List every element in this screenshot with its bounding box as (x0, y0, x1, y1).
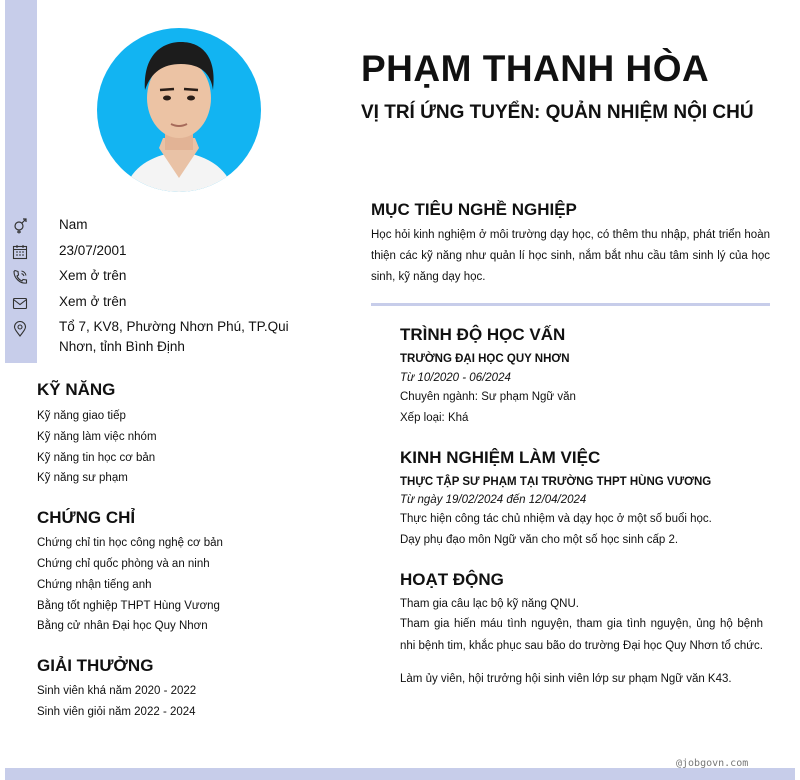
awards-title: GIẢI THƯỞNG (37, 656, 154, 675)
gender-value: Nam (59, 217, 88, 232)
education-title: TRÌNH ĐỘ HỌC VẤN (400, 325, 566, 344)
award-item: Sinh viên giỏi năm 2022 - 2024 (37, 706, 196, 718)
gender-icon (12, 218, 28, 234)
portrait-illustration (97, 28, 261, 192)
objective-title: MỤC TIÊU NGHỀ NGHIỆP (371, 200, 577, 219)
phone-value: Xem ở trên (59, 268, 127, 283)
certificate-item: Chứng nhận tiếng anh (37, 579, 152, 591)
address-value: Tổ 7, KV8, Phường Nhơn Phú, TP.Qui Nhơn, tỉnh Bình Định (59, 319, 289, 354)
activity-item: Tham gia hiến máu tình nguyện, tham gia tình nguyện, ủng hộ bệnh nhi bệnh tim, khắc phục sau bão do trường Đại học Quy Nhơn tổ chức. (400, 618, 763, 652)
activities-title: HOẠT ĐỘNG (400, 570, 504, 589)
education-school: TRƯỜNG ĐẠI HỌC QUY NHƠN (400, 353, 570, 365)
experience-duty: Thực hiện công tác chủ nhiệm và dạy học ở một số buổi học. (400, 513, 712, 525)
experience-role: THỰC TẬP SƯ PHẠM TẠI TRƯỜNG THPT HÙNG VƯƠNG (400, 476, 712, 488)
activity-item: Làm ủy viên, hội trưởng hội sinh viên lớp sư phạm Ngữ văn K43. (400, 673, 732, 685)
email-value: Xem ở trên (59, 294, 127, 309)
dob-value: 23/07/2001 (59, 243, 127, 258)
education-major: Chuyên ngành: Sư phạm Ngữ văn (400, 391, 576, 403)
skill-item: Kỹ năng giao tiếp (37, 410, 126, 422)
phone-icon (12, 269, 28, 285)
watermark: @jobgovn.com (676, 758, 749, 769)
experience-title: KINH NGHIỆM LÀM VIỆC (400, 448, 601, 467)
candidate-name: PHẠM THANH HÒA (361, 48, 710, 89)
award-item: Sinh viên khá năm 2020 - 2022 (37, 685, 197, 697)
applied-position: VỊ TRÍ ỨNG TUYỂN: QUẢN NHIỆM NỘI CHÚ (361, 102, 754, 123)
section-divider (371, 303, 770, 306)
experience-period: Từ ngày 19/02/2024 đến 12/04/2024 (400, 494, 587, 506)
activity-item: Tham gia câu lạc bộ kỹ năng QNU. (400, 598, 579, 610)
education-period: Từ 10/2020 - 06/2024 (400, 372, 511, 384)
skill-item: Kỹ năng tin học cơ bản (37, 452, 156, 464)
experience-duty: Dạy phụ đạo môn Ngữ văn cho một số học sinh cấp 2. (400, 534, 679, 546)
bottom-accent-strip (5, 768, 795, 780)
skill-item: Kỹ năng sư phạm (37, 472, 128, 484)
certificate-item: Chứng chỉ quốc phòng và an ninh (37, 558, 210, 570)
location-icon (12, 321, 28, 337)
email-icon (12, 295, 28, 311)
education-rank: Xếp loại: Khá (400, 412, 469, 424)
calendar-icon (12, 244, 28, 260)
certificate-item: Bằng tốt nghiệp THPT Hùng Vương (37, 600, 220, 612)
objective-text: Học hỏi kinh nghiệm ở môi trường dạy học, có thêm thu nhập, phát triển hoàn thiện các kỹ năng như quản lí học sinh, nắm bắt nhu cầu tâm sinh lý của học sinh, kỹ năng dạy học. (371, 229, 770, 283)
certificate-item: Chứng chỉ tin học công nghệ cơ bản (37, 537, 223, 549)
avatar (97, 28, 261, 192)
skill-item: Kỹ năng làm việc nhóm (37, 431, 157, 443)
certificates-title: CHỨNG CHỈ (37, 508, 136, 527)
skills-title: KỸ NĂNG (37, 380, 116, 399)
certificate-item: Bằng cử nhân Đại học Quy Nhơn (37, 620, 208, 632)
